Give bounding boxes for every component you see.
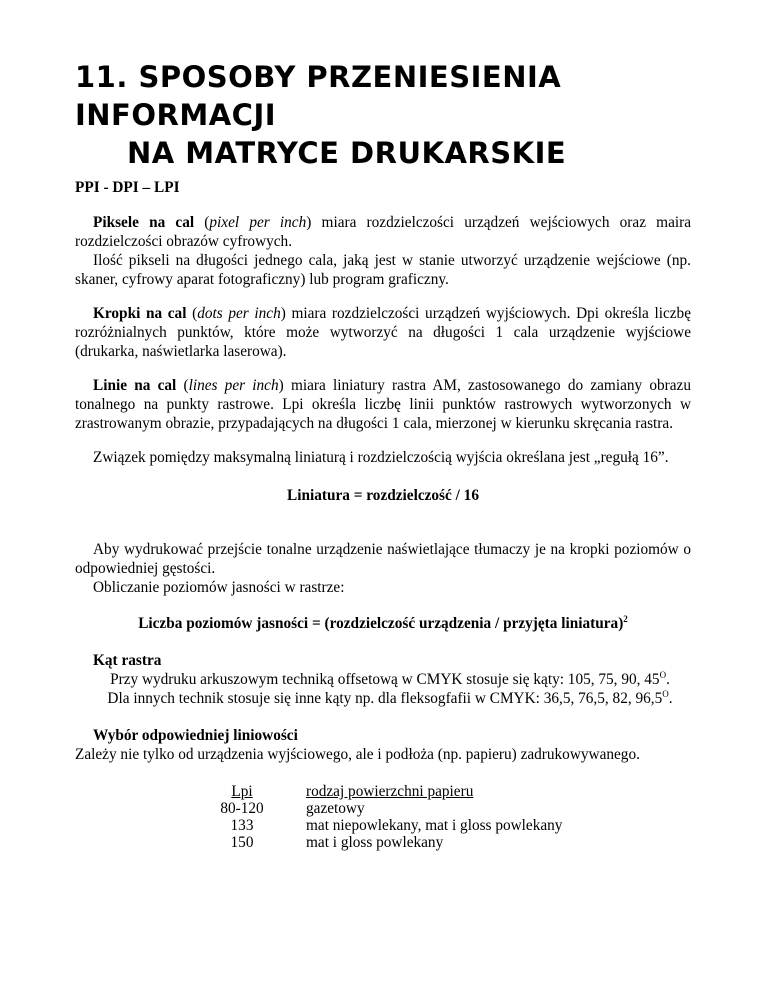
rule-16-sentence: Związek pomiędzy maksymalną liniaturą i rozdzielczością wyjścia określana jest „regułą 16”. <box>93 449 669 466</box>
ppi-paragraph: Piksele na cal (pixel per inch) miara rozdzielczości urządzeń wejściowych oraz maira rozdzielczości obrazów cyfrowych. <box>75 214 691 250</box>
section-heading: PPI - DPI – LPI <box>75 179 180 196</box>
title-line-2: NA MATRYCE DRUKARSKIE <box>127 136 567 170</box>
dpi-term: Kropki na cal <box>93 305 187 322</box>
screen-angle-flexo-text: Dla innych technik stosuje się inne kąty np. dla fleksogfafii w CMYK: 36,5, 76,5, 82, 96,5 <box>107 690 663 707</box>
screen-angle-heading: Kąt rastra <box>93 652 162 669</box>
formula-brightness-text: Liczba poziomów jasności = (rozdzielczość urządzenia / przyjęta liniatura) <box>138 615 624 632</box>
table-cell-lpi: 80-120 <box>220 800 264 817</box>
table-cell-lpi: 133 <box>230 817 254 834</box>
degree-mark: O <box>659 669 667 680</box>
table-cell-paper: gazetowy <box>306 800 365 817</box>
screen-angle-flexo <box>75 689 705 708</box>
formula-exponent: 2 <box>623 613 628 624</box>
lpi-definition: miara liniatury rastra AM, zastosowanego do zamiany obrazu tonalnego na punkty rastrowe. Lpi określa liczbę linii punktów rastrowych wytworzonych w zrastrowanym obrazie, przypadających na długości 1 cala, mierzonej w kierunku skręcania rastra. <box>75 377 691 432</box>
table-row <box>196 800 562 817</box>
ppi-term: Piksele na cal <box>93 214 195 231</box>
brightness-levels-intro: Obliczanie poziomów jasności w rastrze: <box>93 579 345 596</box>
ppi-abbr: pixel per inch <box>209 214 307 231</box>
ppi-description: Ilość pikseli na długości jednego cala, jaką jest w stanie utworzyć urządzenie wejściowe (np. skaner, cyfrowy aparat fotograficzny) lub program graficzny. <box>75 252 691 288</box>
lpi-term: Linie na cal <box>93 377 177 394</box>
table-header-paper: rodzaj powierzchni papieru <box>306 783 474 800</box>
ruling-choice-heading: Wybór odpowiedniej liniowości <box>93 727 298 744</box>
table-header-row <box>196 783 562 800</box>
ruling-choice-text: Zależy nie tylko od urządzenia wyjściowego, ale i podłoża (np. papieru) zadrukowywanego. <box>75 746 640 763</box>
ppi-definition: miara rozdzielczości urządzeń wejściowych oraz maira rozdzielczości obrazów cyfrowych. <box>75 214 691 250</box>
lpi-abbr: lines per inch <box>188 377 279 394</box>
dpi-paragraph: Kropki na cal (dots per inch) miara rozdzielczości urządzeń wyjściowych. Dpi określa liczbę rozróżnialnych punktów, które może wytworzyć na długości 1 cala urządzenie wyjściowe (drukarka, naświetlarka laserowa). <box>75 305 691 360</box>
sentence-end-dot: . <box>668 690 673 707</box>
formula-brightness-levels <box>75 614 691 633</box>
screen-angle-offset-text: Przy wydruku arkuszowym techniką offsetową w CMYK stosuje się kąty: 105, 75, 90, 45 <box>110 671 660 688</box>
sentence-end-dot: . <box>666 671 670 688</box>
formula-liniatura: Liniatura = rozdzielczość / 16 <box>287 487 479 504</box>
table-cell-paper: mat i gloss powlekany <box>306 834 444 851</box>
lpi-paragraph: Linie na cal (lines per inch) miara liniatury rastra AM, zastosowanego do zamiany obrazu tonalnego na punkty rastrowe. Lpi określa liczbę linii punktów rastrowych wytworzonych w zrastrowanym obrazie, przypadających na długości 1 cala, mierzonej w kierunku skręcania rastra. <box>75 377 691 432</box>
table-header-lpi: Lpi <box>231 783 253 800</box>
degree-mark: O <box>662 688 669 699</box>
table-row <box>196 834 562 851</box>
screen-angle-offset <box>75 670 705 689</box>
page-title <box>75 58 768 172</box>
dpi-definition: miara rozdzielczości urządzeń wyjściowych. Dpi określa liczbę rozróżnialnych punktów, które może wytworzyć na długości 1 cala urządzenie wyjściowe (drukarka, naświetlarka laserowa). <box>75 305 691 360</box>
table-row <box>196 817 562 834</box>
lpi-paper-table <box>196 783 562 851</box>
dpi-abbr: dots per inch <box>197 305 281 322</box>
tonal-paragraph: Aby wydrukować przejście tonalne urządzenie naświetlające tłumaczy je na kropki poziomów o odpowiedniej gęstości. <box>75 541 691 577</box>
table-cell-paper: mat niepowlekany, mat i gloss powlekany <box>306 817 563 834</box>
table-cell-lpi: 150 <box>230 834 254 851</box>
title-line-1: 11. SPOSOBY PRZENIESIENIA INFORMACJI <box>75 60 562 132</box>
